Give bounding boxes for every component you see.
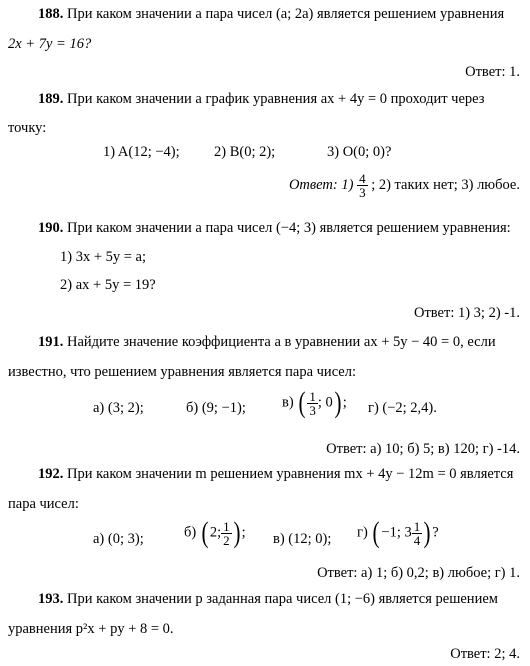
problem-188-answer: Ответ: 1. — [465, 64, 520, 80]
option-b-label: б) — [184, 524, 197, 541]
fraction-numerator: 1 — [223, 518, 230, 534]
fraction-denominator: 3 — [359, 185, 366, 200]
left-paren: ( — [201, 516, 209, 549]
problem-190-text: При каком значении a пара чисел (−4; 3) является решением уравнения: — [67, 220, 511, 236]
problem-188-text: При каком значении a пара чисел (a; 2a) является решением уравнения — [67, 6, 505, 22]
problem-192-option-b — [184, 518, 246, 548]
option-v-end: ; — [342, 394, 347, 411]
fraction-denominator: 3 — [309, 402, 316, 418]
problem-191-text: Найдите значение коэффициента a в уравнении ax + 5y − 40 = 0, если — [67, 334, 496, 350]
option-b-end: ; — [241, 524, 246, 541]
problem-193-line2: уравнения p²x + py + 8 = 0. — [8, 621, 174, 637]
problem-189-option-1: 1) A(12; −4); — [103, 144, 180, 160]
problem-190-option-2: 2) ax + 5y = 19? — [60, 277, 156, 293]
problem-191-line2: известно, что решением уравнения является пара чисел: — [8, 364, 357, 380]
option-g-label: г) — [357, 524, 368, 541]
problem-192-option-a: а) (0; 3); — [93, 531, 144, 547]
left-paren: ( — [298, 386, 306, 419]
problem-191-option-g: г) (−2; 2,4). — [368, 400, 437, 416]
problem-189-answer-rest: ; 2) таких нет; 3) любое. — [371, 176, 520, 193]
problem-193-answer: Ответ: 2; 4. — [450, 646, 520, 662]
problem-191-option-v — [282, 388, 347, 418]
fraction-numerator: 4 — [359, 171, 366, 186]
option-v-rest: ; 0 — [317, 394, 333, 411]
problem-189-answer-prefix: Ответ: 1) — [288, 176, 354, 193]
option-g-fraction — [412, 520, 423, 547]
left-paren: ( — [372, 516, 380, 549]
option-g-mid: −1; 3 — [381, 524, 412, 541]
problem-189-line2: точку: — [8, 120, 47, 136]
right-paren: ) — [334, 386, 342, 419]
problem-191-line1 — [38, 334, 496, 351]
option-g-end: ? — [432, 524, 439, 541]
problem-189-answer-fraction — [357, 172, 368, 199]
problem-192-number: 192. — [38, 466, 64, 482]
problem-191-option-a: а) (3; 2); — [93, 400, 144, 416]
right-paren: ) — [423, 516, 431, 549]
problem-189-line1 — [38, 91, 485, 108]
problem-192-line1 — [38, 466, 513, 483]
fraction-denominator: 2 — [223, 532, 230, 548]
problem-192-option-g — [357, 518, 439, 548]
problem-190-number: 190. — [38, 220, 64, 236]
problem-190-option-1: 1) 3x + 5y = a; — [60, 249, 147, 265]
problem-189-answer — [289, 172, 520, 199]
problem-188-equation: 2x + 7y = 16? — [8, 36, 92, 52]
option-b-fraction — [221, 520, 232, 547]
option-v-fraction — [307, 390, 318, 417]
right-paren: ) — [233, 516, 241, 549]
problem-189-number: 189. — [38, 91, 64, 107]
problem-190-answer: Ответ: 1) 3; 2) -1. — [413, 305, 520, 321]
problem-191-number: 191. — [38, 334, 64, 350]
fraction-numerator: 1 — [413, 518, 421, 534]
problem-191-option-b: б) (9; −1); — [186, 400, 246, 416]
problem-189-text: При каком значении a график уравнения ax + 4y = 0 проходит через — [67, 91, 485, 107]
problem-190-line1 — [38, 220, 511, 237]
problem-193-line1 — [38, 591, 498, 608]
problem-192-option-v: в) (12; 0); — [273, 531, 332, 547]
fraction-numerator: 1 — [309, 388, 316, 404]
fraction-denominator: 4 — [413, 532, 421, 548]
problem-188-line1 — [38, 6, 504, 23]
problem-193-text: При каком значении p заданная пара чисел (1; −6) является решением — [67, 591, 498, 607]
problem-193-number: 193. — [38, 591, 64, 607]
problem-192-line2: пара чисел: — [8, 496, 79, 512]
problem-189-option-3: 3) O(0; 0)? — [327, 144, 392, 160]
option-v-label: в) — [282, 394, 294, 411]
problem-192-answer: Ответ: а) 1; б) 0,2; в) любое; г) 1. — [317, 565, 520, 581]
problem-192-text: При каком значении m решением уравнения mx + 4y − 12m = 0 является — [67, 466, 514, 482]
problem-191-answer: Ответ: а) 10; б) 5; в) 120; г) -14. — [326, 441, 520, 457]
option-b-mid: 2; — [209, 524, 222, 541]
problem-188-number: 188. — [38, 6, 64, 22]
problem-189-option-2: 2) B(0; 2); — [214, 144, 276, 160]
